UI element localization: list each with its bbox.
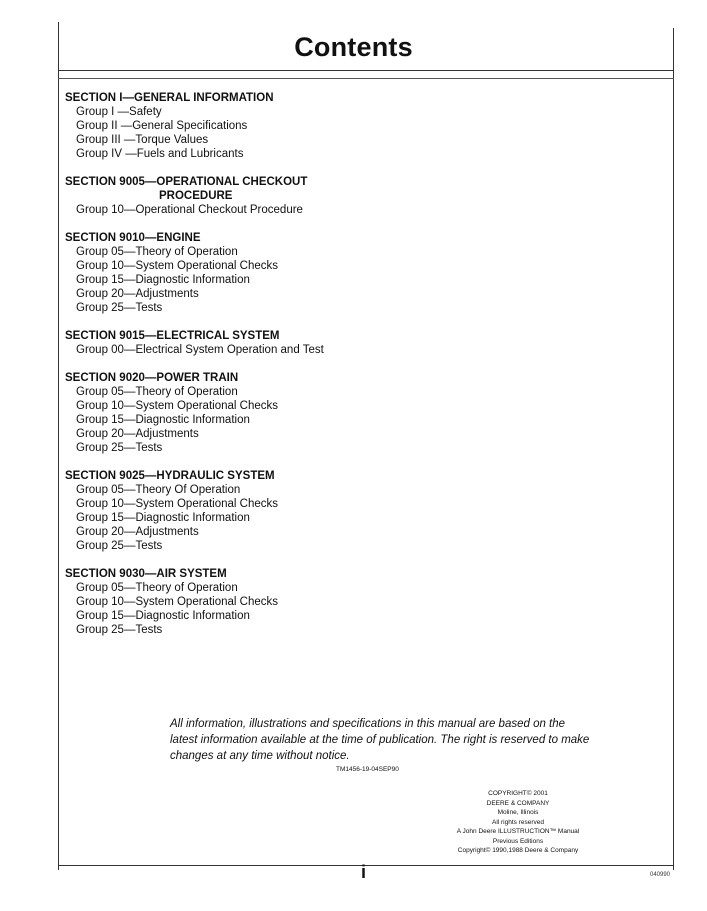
section-heading[interactable]: SECTION 9025—HYDRAULIC SYSTEM	[65, 470, 275, 482]
copyright-line: Copyright© 1990,1988 Deere & Company	[457, 847, 579, 854]
toc-group-item[interactable]: Group 20—Adjustments	[76, 288, 199, 300]
disclaimer-notice: All information, illustrations and specifications in this manual are based on the latest information available at the time of publication. The right is reserved to make changes at any time without notice.	[170, 718, 590, 762]
section-heading[interactable]: SECTION 9030—AIR SYSTEM	[65, 568, 227, 580]
toc-group-item[interactable]: Group 15—Diagnostic Information	[76, 274, 250, 286]
toc-group-item[interactable]: Group 05—Theory of Operation	[76, 246, 238, 258]
toc-section	[65, 231, 485, 315]
copyright-line: All rights reserved	[491, 818, 545, 826]
title-rule-secondary	[58, 78, 674, 79]
toc-group-item[interactable]: Group 05—Theory Of Operation	[76, 484, 241, 496]
section-heading-continued[interactable]: PROCEDURE	[159, 190, 233, 202]
section-heading[interactable]: SECTION I—GENERAL INFORMATION	[65, 92, 274, 104]
toc-group-item[interactable]: Group 10—System Operational Checks	[76, 498, 278, 510]
page-number: i	[361, 862, 367, 882]
left-border-line	[58, 22, 59, 870]
copyright-line: Moline, Illinois	[497, 809, 539, 816]
toc-group-item[interactable]: Group 00—Electrical System Operation and Test	[76, 344, 324, 356]
table-of-contents	[65, 91, 485, 651]
toc-group-item[interactable]: Group 25—Tests	[76, 540, 163, 552]
toc-group-item[interactable]: Group 20—Adjustments	[76, 428, 199, 440]
toc-group-item[interactable]: Group 10—System Operational Checks	[76, 260, 278, 272]
copyright-line: A John Deere ILLUSTRUCTION™ Manual	[456, 828, 580, 835]
toc-group-item[interactable]: Group 10—Operational Checkout Procedure	[76, 204, 303, 216]
page-title: Contents	[294, 32, 413, 62]
toc-group-item[interactable]: Group 20—Adjustments	[76, 526, 199, 538]
toc-section	[65, 567, 485, 637]
toc-group-item[interactable]: Group IV —Fuels and Lubricants	[76, 148, 244, 160]
manual-code: TM1456-19-04SEP90	[336, 766, 399, 773]
copyright-line: DEERE & COMPANY	[486, 799, 550, 807]
toc-section	[65, 91, 485, 161]
toc-group-item[interactable]: Group 25—Tests	[76, 442, 163, 454]
title-rule	[58, 70, 674, 71]
toc-group-item[interactable]: Group 25—Tests	[76, 624, 163, 636]
section-heading[interactable]: SECTION 9015—ELECTRICAL SYSTEM	[65, 330, 280, 342]
toc-group-item[interactable]: Group III —Torque Values	[76, 134, 209, 146]
toc-group-item[interactable]: Group 05—Theory of Operation	[76, 386, 238, 398]
copyright-line: Previous Editions	[492, 837, 544, 845]
section-heading[interactable]: SECTION 9010—ENGINE	[65, 232, 201, 244]
copyright-line: COPYRIGHT© 2001	[488, 790, 548, 797]
toc-section	[65, 469, 485, 553]
copyright-block	[433, 789, 603, 856]
toc-group-item[interactable]: Group II —General Specifications	[76, 120, 248, 132]
toc-group-item[interactable]: Group 15—Diagnostic Information	[76, 512, 250, 524]
section-heading[interactable]: SECTION 9005—OPERATIONAL CHECKOUT	[65, 176, 308, 188]
toc-group-item[interactable]: Group 25—Tests	[76, 302, 163, 314]
right-border-line	[673, 28, 674, 870]
toc-group-item[interactable]: Group 10—System Operational Checks	[76, 400, 278, 412]
corner-code: 040990	[650, 872, 671, 878]
toc-section	[65, 371, 485, 455]
toc-group-item[interactable]: Group 15—Diagnostic Information	[76, 610, 250, 622]
toc-group-item[interactable]: Group 05—Theory of Operation	[76, 582, 238, 594]
section-heading[interactable]: SECTION 9020—POWER TRAIN	[65, 372, 239, 384]
toc-section	[65, 329, 485, 357]
toc-group-item[interactable]: Group 15—Diagnostic Information	[76, 414, 250, 426]
toc-section	[65, 175, 485, 217]
toc-group-item[interactable]: Group I —Safety	[76, 106, 162, 118]
toc-group-item[interactable]: Group 10—System Operational Checks	[76, 596, 278, 608]
